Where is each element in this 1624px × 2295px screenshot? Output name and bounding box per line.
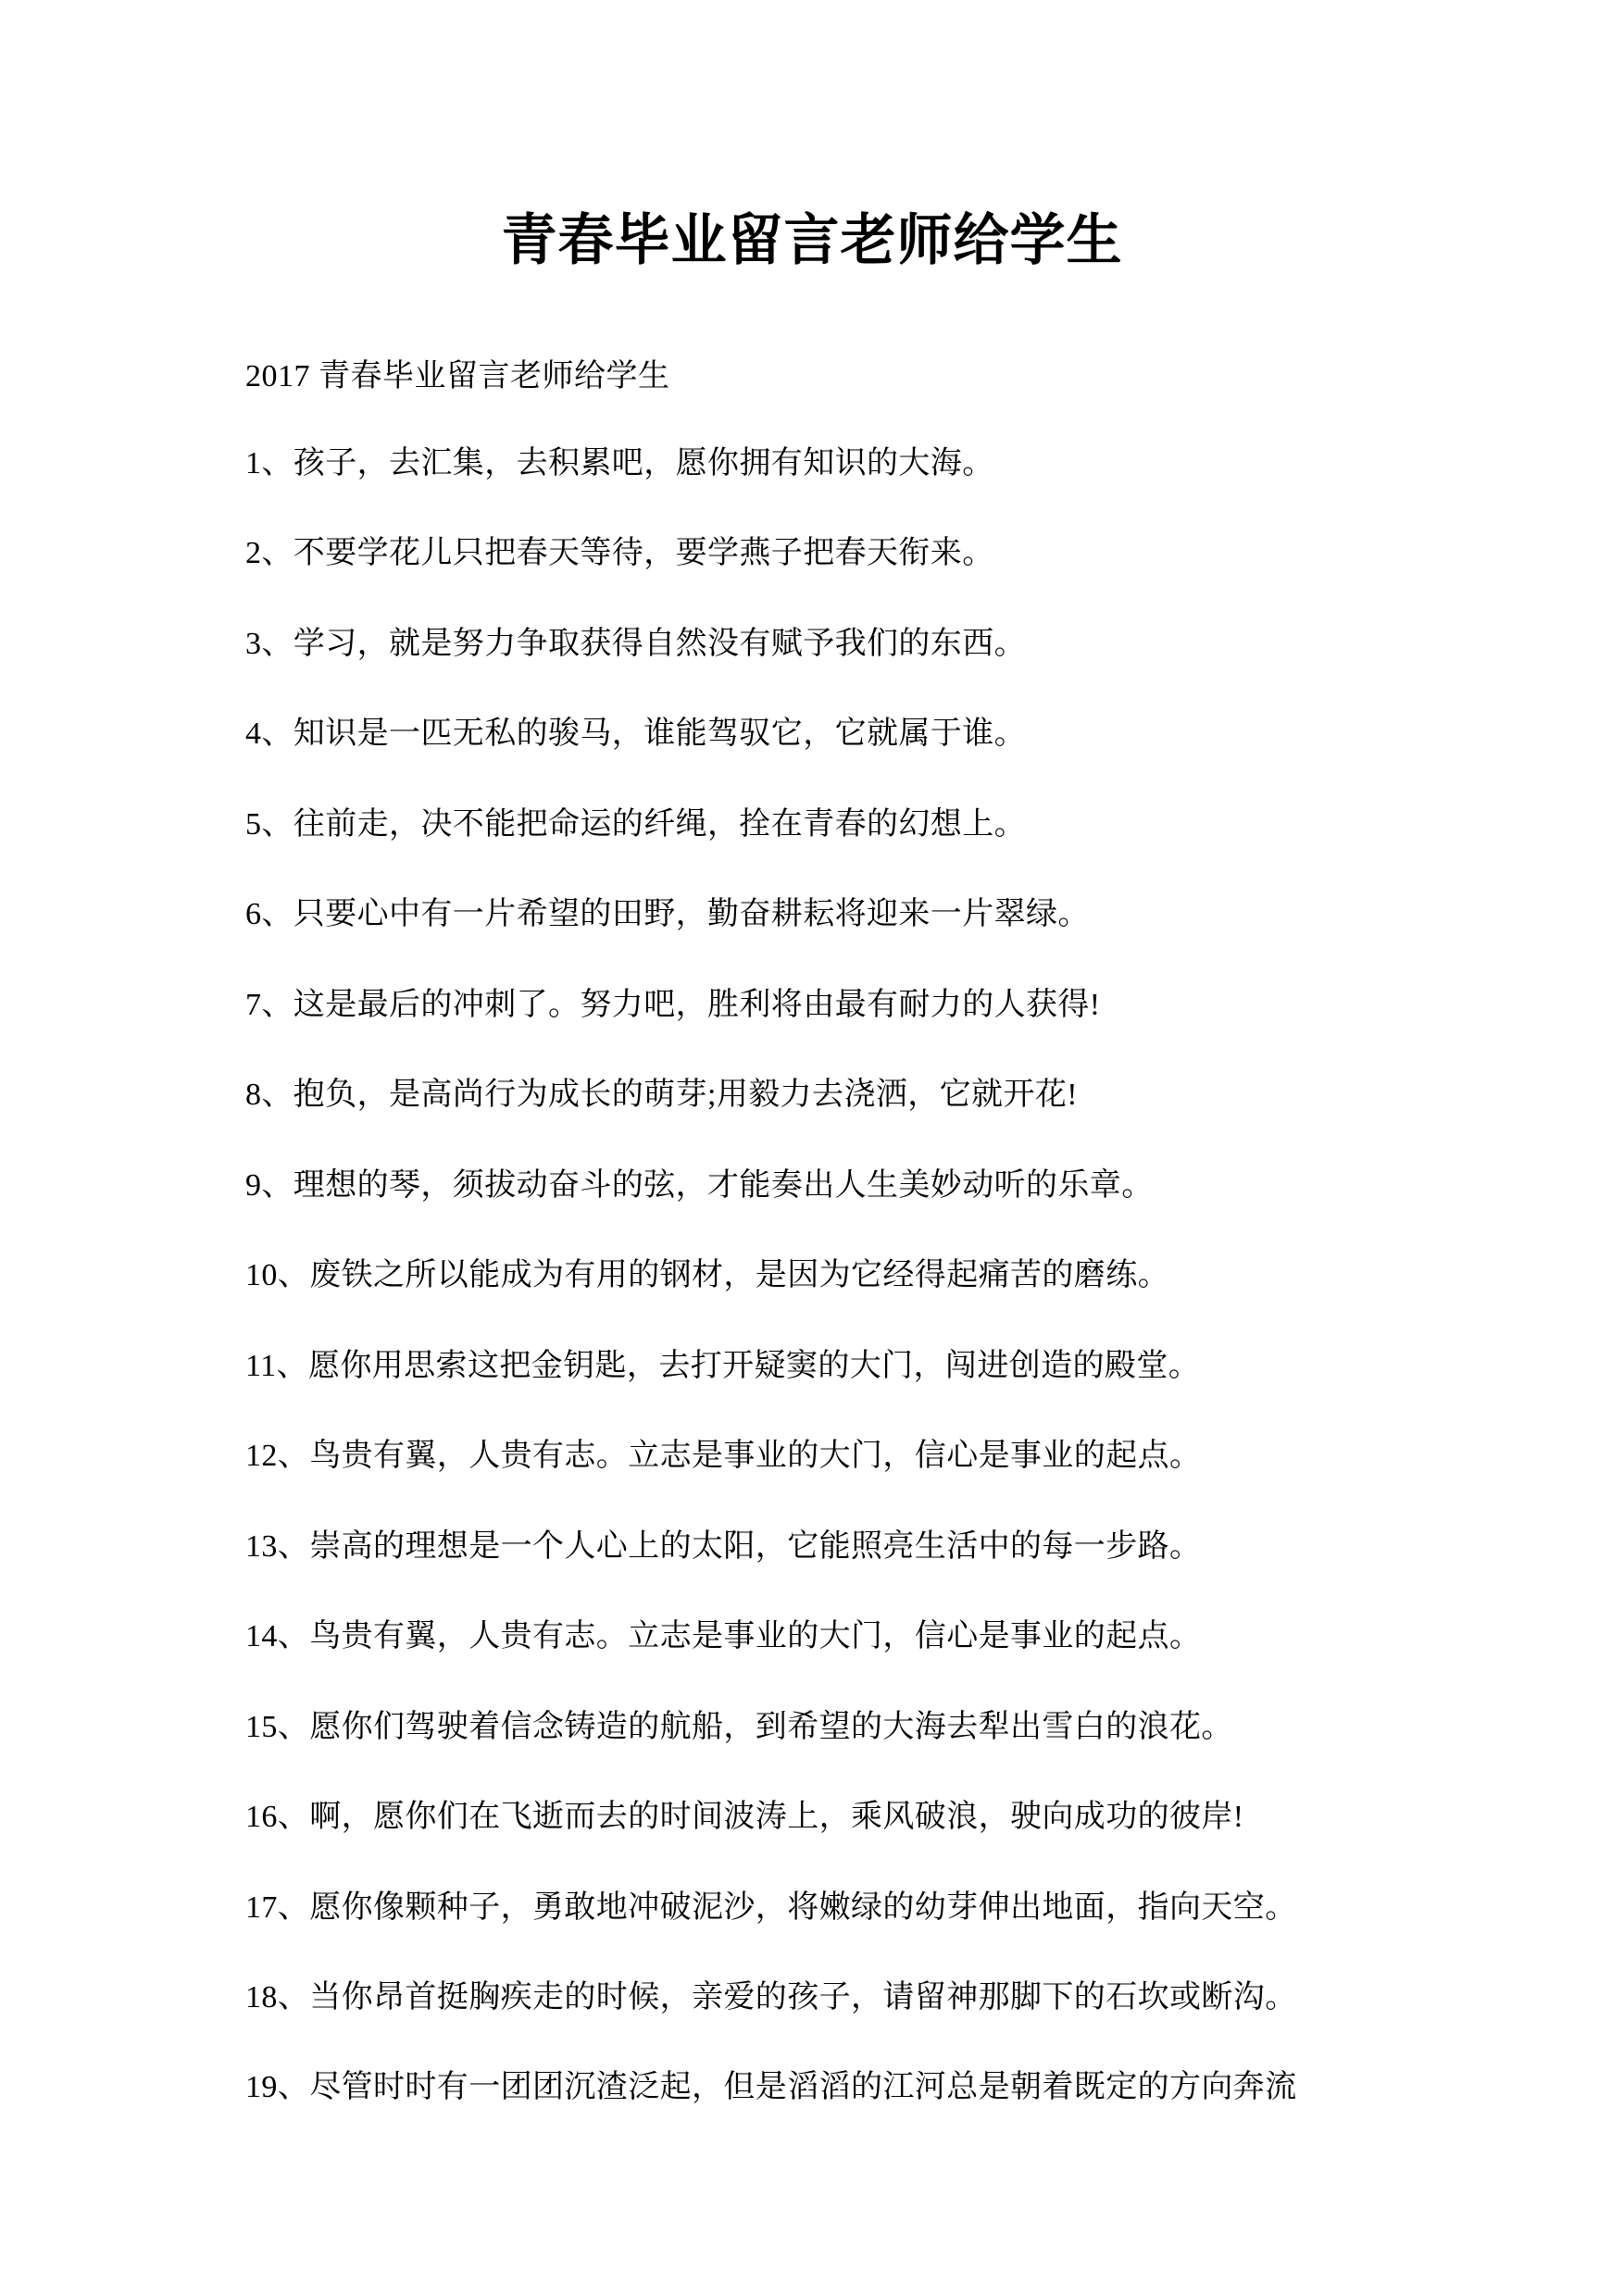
list-item: 14、鸟贵有翼，人贵有志。立志是事业的大门，信心是事业的起点。 bbox=[245, 1619, 1202, 1654]
list-item: 19、尽管时时有一团团沉渣泛起，但是滔滔的江河总是朝着既定的方向奔流 bbox=[245, 2070, 1297, 2105]
list-item: 4、知识是一匹无私的骏马，谁能驾驭它，它就属于谁。 bbox=[245, 717, 1026, 752]
list-item: 5、往前走，决不能把命运的纤绳，拴在青春的幻想上。 bbox=[245, 806, 1026, 842]
list-item: 18、当你昂首挺胸疾走的时候，亲爱的孩子，请留神那脚下的石坎或断沟。 bbox=[245, 1979, 1297, 2014]
list-item: 7、这是最后的冲刺了。努力吧，胜利将由最有耐力的人获得! bbox=[245, 987, 1101, 1022]
list-item: 2、不要学花儿只把春天等待，要学燕子把春天衔来。 bbox=[245, 536, 994, 571]
list-item: 10、废铁之所以能成为有用的钢材，是因为它经得起痛苦的磨练。 bbox=[245, 1258, 1169, 1293]
list-item: 12、鸟贵有翼，人贵有志。立志是事业的大门，信心是事业的起点。 bbox=[245, 1439, 1202, 1474]
list-item: 3、学习，就是努力争取获得自然没有赋予我们的东西。 bbox=[245, 626, 1026, 661]
page-title: 青春毕业留言老师给学生 bbox=[501, 210, 1123, 272]
list-item: 9、理想的琴，须拔动奋斗的弦，才能奏出人生美妙动听的乐章。 bbox=[245, 1167, 1154, 1203]
list-item: 11、愿你用思索这把金钥匙，去打开疑窦的大门，闯进创造的殿堂。 bbox=[245, 1348, 1201, 1383]
intro-heading: 2017 青春毕业留言老师给学生 bbox=[245, 359, 670, 393]
list-item: 16、啊，愿你们在飞逝而去的时间波涛上，乘风破浪，驶向成功的彼岸! bbox=[245, 1800, 1244, 1835]
document-body bbox=[245, 361, 1384, 2107]
list-item: 6、只要心中有一片希望的田野，勤奋耕耘将迎来一片翠绿。 bbox=[245, 897, 1090, 932]
list-item: 15、愿你们驾驶着信念铸造的航船，到希望的大海去犁出雪白的浪花。 bbox=[245, 1709, 1233, 1744]
list-item: 8、抱负，是高尚行为成长的萌芽;用毅力去浇洒，它就开花! bbox=[245, 1078, 1078, 1113]
list-item: 17、愿你像颗种子，勇敢地冲破泥沙，将嫩绿的幼芽伸出地面，指向天空。 bbox=[245, 1890, 1297, 1925]
list-item: 1、孩子，去汇集，去积累吧，愿你拥有知识的大海。 bbox=[245, 446, 994, 480]
list-item: 13、崇高的理想是一个人心上的太阳，它能照亮生活中的每一步路。 bbox=[245, 1528, 1202, 1564]
